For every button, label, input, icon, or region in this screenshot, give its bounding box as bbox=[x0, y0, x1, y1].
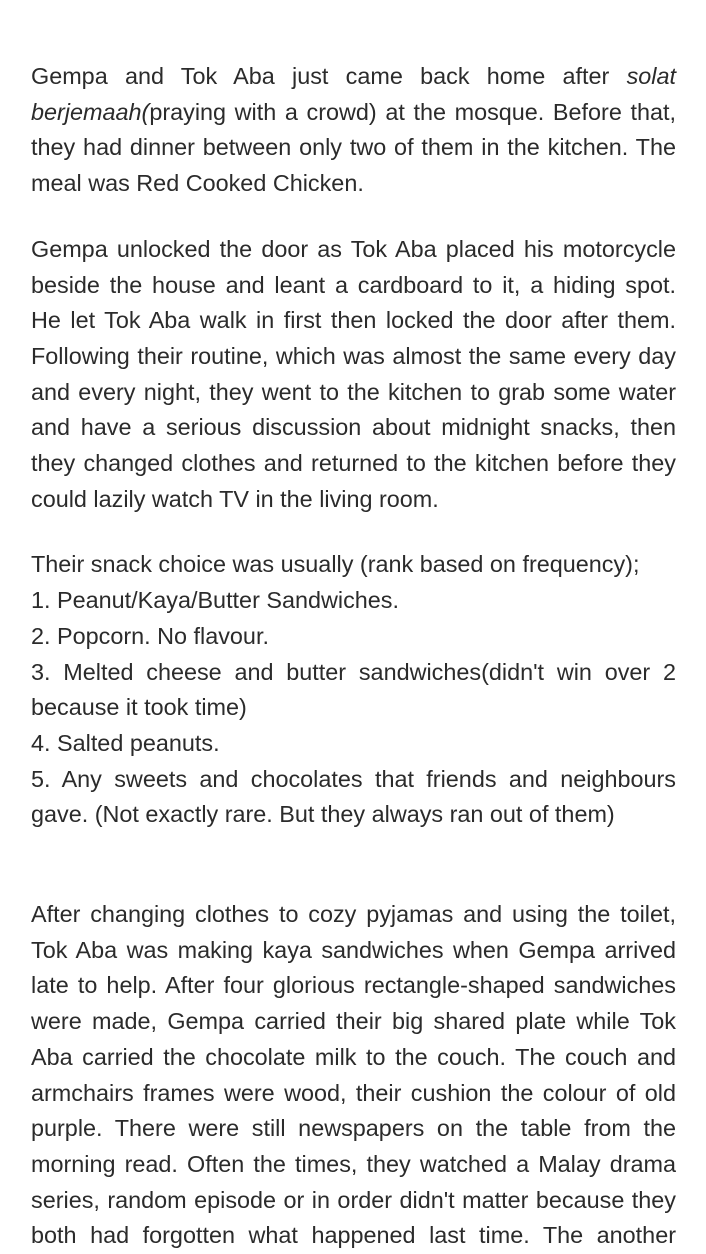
paragraph-3-line: Tok Aba was making kaya sandwiches when Gempa arrived bbox=[31, 936, 676, 963]
snack-item-1: 1. Peanut/Kaya/Butter Sandwiches. bbox=[31, 587, 399, 614]
paragraph-3-line: purple. There were still newspapers on the table from the bbox=[31, 1115, 676, 1142]
paragraph-2-line: and have a serious discussion about midnight snacks, then bbox=[31, 414, 676, 441]
paragraph-3-line: both had forgotten what happened last time. The another bbox=[31, 1222, 676, 1249]
paragraph-3-line: Aba carried the chocolate milk to the couch. The couch and bbox=[31, 1043, 676, 1070]
snack-item-4: 4. Salted peanuts. bbox=[31, 729, 220, 756]
snack-list-intro: Their snack choice was usually (rank based on frequency); bbox=[31, 551, 640, 578]
snack-item-3-continued: because it took time) bbox=[31, 694, 247, 721]
italic-text: solat bbox=[626, 63, 676, 89]
paragraph-1-line-1 bbox=[31, 59, 676, 95]
paragraph-3-line: morning read. Often the times, they watched a Malay drama bbox=[31, 1150, 676, 1177]
paragraph-2-line: could lazily watch TV in the living room. bbox=[31, 485, 439, 512]
paragraph-2-line: they changed clothes and returned to the kitchen before they bbox=[31, 450, 676, 477]
paragraph-1-line-4: meal was Red Cooked Chicken. bbox=[31, 170, 364, 197]
paragraph-2-line: Following their routine, which was almost the same every day bbox=[31, 342, 676, 369]
paragraph-3 bbox=[31, 897, 676, 1254]
paragraph-1 bbox=[31, 59, 676, 202]
paragraph-2-line: beside the house and leant a cardboard to it, a hiding spot. bbox=[31, 271, 676, 298]
snack-list bbox=[31, 547, 676, 833]
snack-item-3: 3. Melted cheese and butter sandwiches(didn't win over 2 bbox=[31, 658, 676, 685]
paragraph-1-line-3: they had dinner between only two of them in the kitchen. The bbox=[31, 134, 676, 161]
paragraph-2-line: Gempa unlocked the door as Tok Aba placed his motorcycle bbox=[31, 235, 676, 262]
paragraph-2-line: and every night, they went to the kitchen to grab some water bbox=[31, 378, 676, 405]
paragraph-1-line-2 bbox=[31, 95, 676, 131]
paragraph-3-line: were made, Gempa carried their big shared plate while Tok bbox=[31, 1008, 676, 1035]
snack-item-5-continued: gave. (Not exactly rare. But they always ran out of them) bbox=[31, 801, 615, 828]
paragraph-3-line: series, random episode or in order didn't matter because they bbox=[31, 1186, 676, 1213]
paragraph-2 bbox=[31, 232, 676, 518]
snack-item-5: 5. Any sweets and chocolates that friends and neighbours bbox=[31, 765, 676, 792]
paragraph-3-line: After changing clothes to cozy pyjamas and using the toilet, bbox=[31, 901, 676, 928]
story-text bbox=[31, 59, 676, 1254]
paragraph-3-line: armchairs frames were wood, their cushion the colour of old bbox=[31, 1079, 676, 1106]
italic-text: berjemaah( bbox=[31, 98, 150, 125]
text-span: Gempa and Tok Aba just came back home after bbox=[31, 63, 627, 89]
snack-item-2: 2. Popcorn. No flavour. bbox=[31, 622, 269, 649]
paragraph-2-line: He let Tok Aba walk in first then locked the door after them. bbox=[31, 307, 676, 334]
text-span: praying with a crowd) at the mosque. Before that, bbox=[149, 98, 676, 125]
paragraph-3-line: late to help. After four glorious rectangle-shaped sandwiches bbox=[31, 972, 676, 999]
